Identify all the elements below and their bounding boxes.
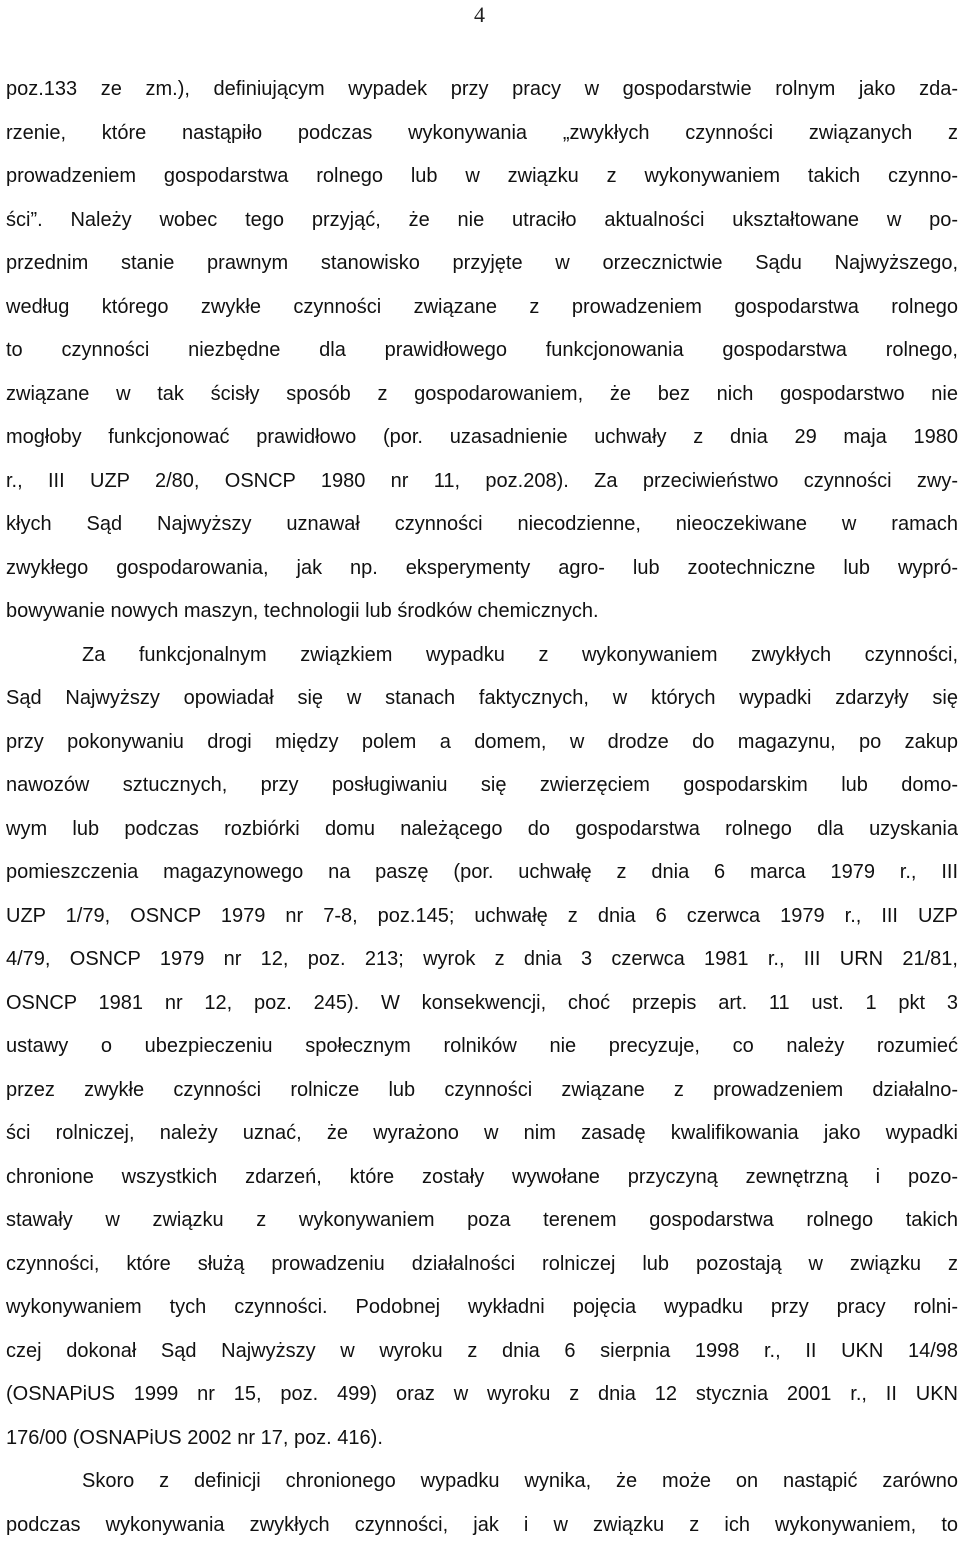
text-line: to czynności niezbędne dla prawidłowego funkcjonowania gospodarstwa rolnego, bbox=[6, 329, 958, 373]
text-line: stawały w związku z wykonywaniem poza terenem gospodarstwa rolnego takich bbox=[6, 1199, 958, 1243]
text-line: czynności, które służą prowadzeniu działalności rolniczej lub pozostają w związku z bbox=[6, 1243, 958, 1287]
text-line: Za funkcjonalnym związkiem wypadku z wykonywaniem zwykłych czynności, bbox=[6, 634, 958, 678]
page-number: 4 bbox=[474, 2, 485, 28]
text-line: podczas wykonywania zwykłych czynności, jak i w związku z ich wykonywaniem, to bbox=[6, 1504, 958, 1547]
text-line: chronione wszystkich zdarzeń, które zostały wywołane przyczyną zewnętrzną i pozo- bbox=[6, 1156, 958, 1200]
text-line: pomieszczenia magazynowego na paszę (por. uchwałę z dnia 6 marca 1979 r., III bbox=[6, 851, 958, 895]
paragraph-2 bbox=[6, 634, 958, 1461]
text-line: przednim stanie prawnym stanowisko przyjęte w orzecznictwie Sądu Najwyższego, bbox=[6, 242, 958, 286]
text-line: bowywanie nowych maszyn, technologii lub środków chemicznych. bbox=[6, 590, 958, 634]
text-line: związane w tak ścisły sposób z gospodarowaniem, że bez nich gospodarstwo nie bbox=[6, 373, 958, 417]
text-line: Sąd Najwyższy opowiadał się w stanach faktycznych, w których wypadki zdarzyły się bbox=[6, 677, 958, 721]
paragraph-1 bbox=[6, 68, 958, 634]
text-line: ści rolniczej, należy uznać, że wyrażono w nim zasadę kwalifikowania jako wypadki bbox=[6, 1112, 958, 1156]
text-line: 176/00 (OSNAPiUS 2002 nr 17, poz. 416). bbox=[6, 1417, 958, 1461]
text-line: ustawy o ubezpieczeniu społecznym rolników nie precyzuje, co należy rozumieć bbox=[6, 1025, 958, 1069]
paragraph-3 bbox=[6, 1460, 958, 1547]
text-line: prowadzeniem gospodarstwa rolnego lub w związku z wykonywaniem takich czynno- bbox=[6, 155, 958, 199]
text-line: mogłoby funkcjonować prawidłowo (por. uzasadnienie uchwały z dnia 29 maja 1980 bbox=[6, 416, 958, 460]
text-line: r., III UZP 2/80, OSNCP 1980 nr 11, poz.208). Za przeciwieństwo czynności zwy- bbox=[6, 460, 958, 504]
text-line: OSNCP 1981 nr 12, poz. 245). W konsekwencji, choć przepis art. 11 ust. 1 pkt 3 bbox=[6, 982, 958, 1026]
text-line: według którego zwykłe czynności związane z prowadzeniem gospodarstwa rolnego bbox=[6, 286, 958, 330]
text-line: kłych Sąd Najwyższy uznawał czynności niecodzienne, nieoczekiwane w ramach bbox=[6, 503, 958, 547]
text-line: rzenie, które nastąpiło podczas wykonywania „zwykłych czynności związanych z bbox=[6, 112, 958, 156]
text-line: wykonywaniem tych czynności. Podobnej wykładni pojęcia wypadku przy pracy rolni- bbox=[6, 1286, 958, 1330]
text-line: (OSNAPiUS 1999 nr 15, poz. 499) oraz w wyroku z dnia 12 stycznia 2001 r., II UKN bbox=[6, 1373, 958, 1417]
text-line: nawozów sztucznych, przy posługiwaniu się zwierzęciem gospodarskim lub domo- bbox=[6, 764, 958, 808]
text-line: wym lub podczas rozbiórki domu należącego do gospodarstwa rolnego dla uzyskania bbox=[6, 808, 958, 852]
text-line: przy pokonywaniu drogi między polem a domem, w drodze do magazynu, po zakup bbox=[6, 721, 958, 765]
text-line: 4/79, OSNCP 1979 nr 12, poz. 213; wyrok z dnia 3 czerwca 1981 r., III URN 21/81, bbox=[6, 938, 958, 982]
text-line: przez zwykłe czynności rolnicze lub czynności związane z prowadzeniem działalno- bbox=[6, 1069, 958, 1113]
text-line: czej dokonał Sąd Najwyższy w wyroku z dnia 6 sierpnia 1998 r., II UKN 14/98 bbox=[6, 1330, 958, 1374]
text-line: ści”. Należy wobec tego przyjąć, że nie utraciło aktualności ukształtowane w po- bbox=[6, 199, 958, 243]
text-line: poz.133 ze zm.), definiującym wypadek przy pracy w gospodarstwie rolnym jako zda- bbox=[6, 68, 958, 112]
text-line: Skoro z definicji chronionego wypadku wynika, że może on nastąpić zarówno bbox=[6, 1460, 958, 1504]
text-line: UZP 1/79, OSNCP 1979 nr 7-8, poz.145; uchwałę z dnia 6 czerwca 1979 r., III UZP bbox=[6, 895, 958, 939]
text-line: zwykłego gospodarowania, jak np. eksperymenty agro- lub zootechniczne lub wypró- bbox=[6, 547, 958, 591]
body-text bbox=[6, 68, 958, 1547]
